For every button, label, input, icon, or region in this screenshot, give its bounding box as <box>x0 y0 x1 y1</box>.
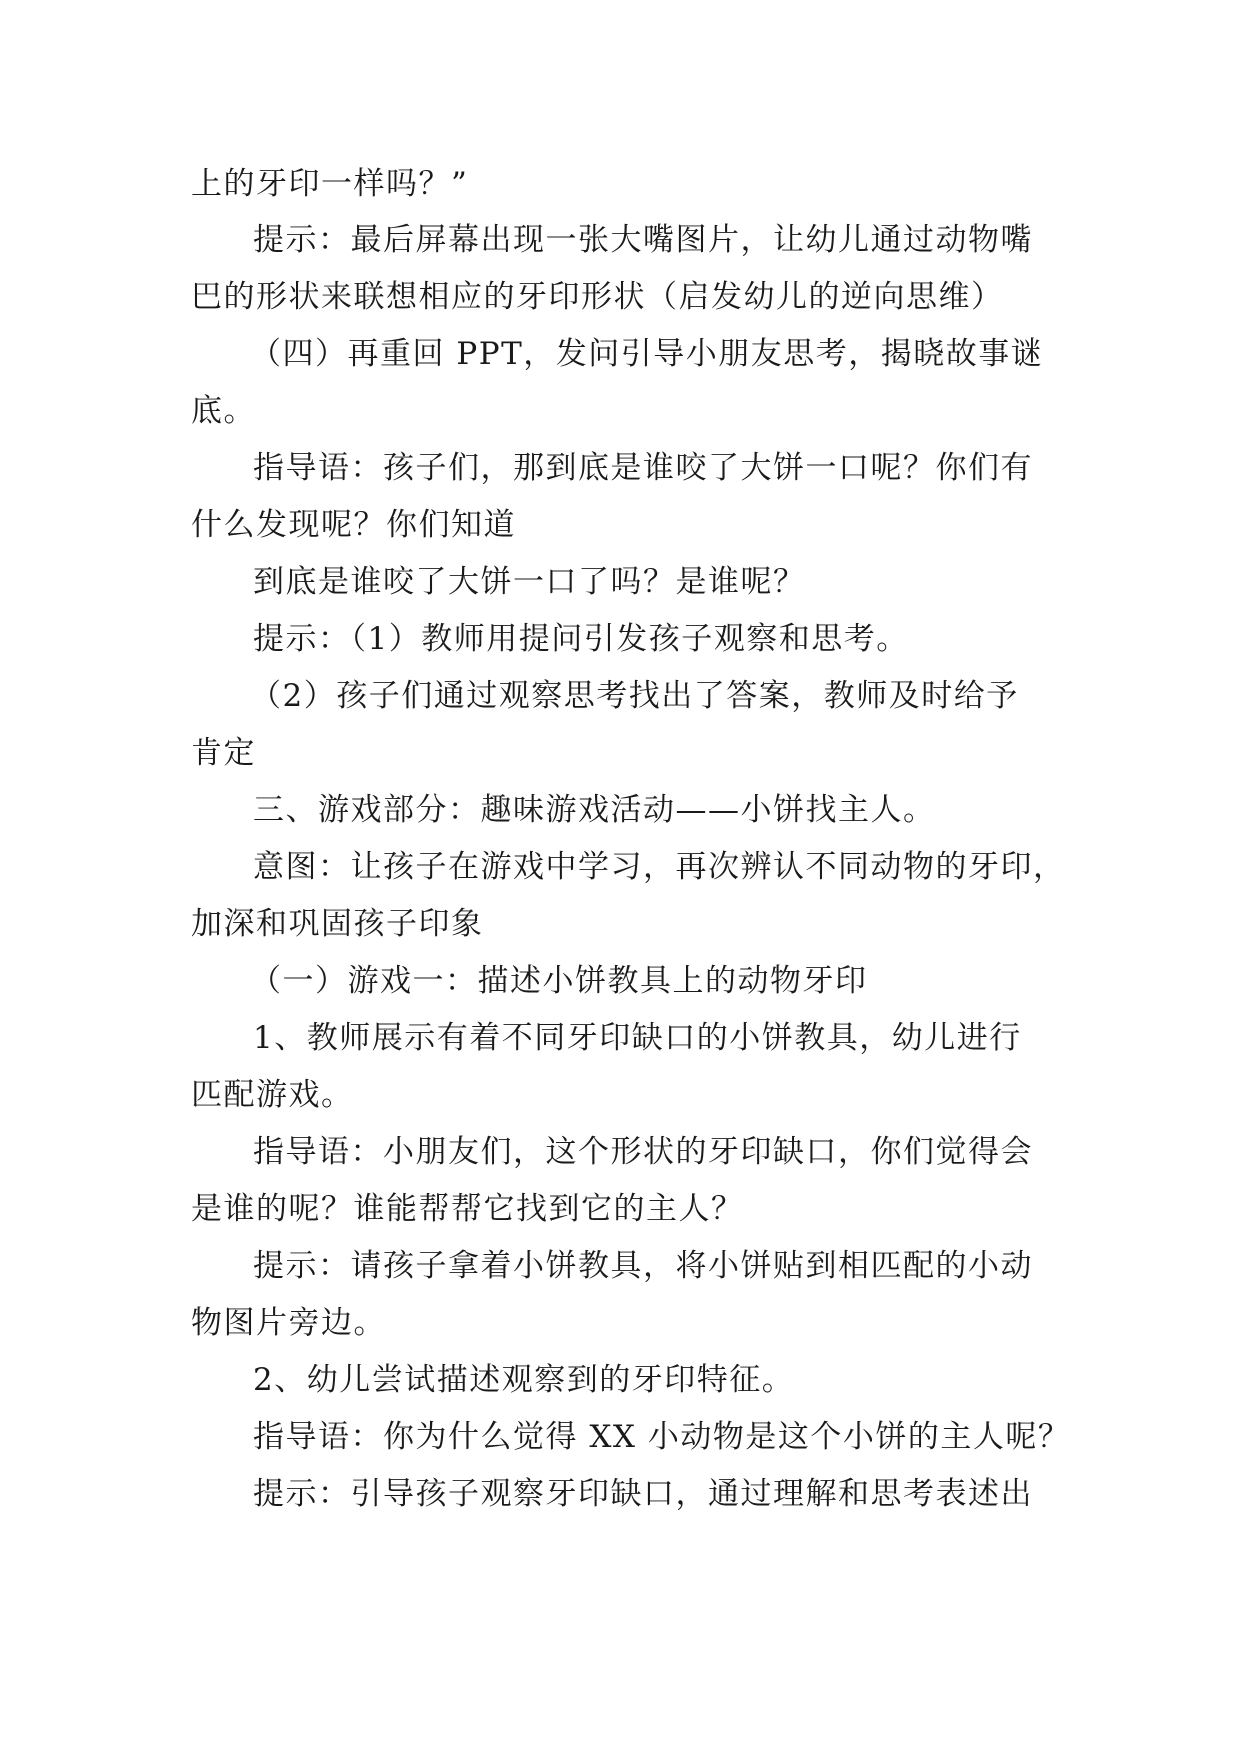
text-line: 底。 <box>191 393 256 429</box>
text-line: 到底是谁咬了大饼一口了吗？是谁呢？ <box>253 564 806 600</box>
text-line: 1、教师展示有着不同牙印缺口的小饼教具，幼儿进行 <box>253 1020 1022 1056</box>
text-line: 是谁的呢？谁能帮帮它找到它的主人？ <box>191 1191 744 1227</box>
text-line: 指导语：孩子们，那到底是谁咬了大饼一口呢？你们有 <box>253 450 1033 486</box>
text-line: 肯定 <box>191 735 256 771</box>
text-line: 意图：让孩子在游戏中学习，再次辨认不同动物的牙印， <box>253 849 1066 885</box>
text-line: 指导语：小朋友们，这个形状的牙印缺口，你们觉得会 <box>253 1134 1033 1170</box>
text-line: 物图片旁边。 <box>191 1305 386 1341</box>
text-line: 提示：引导孩子观察牙印缺口，通过理解和思考表述出 <box>253 1476 1033 1512</box>
text-line: （四）再重回 PPT，发问引导小朋友思考，揭晓故事谜 <box>250 336 1044 372</box>
text-line: 上的牙印一样吗？” <box>191 166 469 202</box>
text-line: 提示：最后屏幕出现一张大嘴图片，让幼儿通过动物嘴 <box>253 222 1033 258</box>
text-line: 指导语：你为什么觉得 XX 小动物是这个小饼的主人呢？ <box>253 1419 1071 1455</box>
text-line: 匹配游戏。 <box>191 1077 354 1113</box>
text-line: 什么发现呢？你们知道 <box>191 507 516 543</box>
text-line: 2、幼儿尝试描述观察到的牙印特征。 <box>253 1362 795 1398</box>
text-line: （2）孩子们通过观察思考找出了答案，教师及时给予 <box>250 678 1019 714</box>
text-line: 提示：请孩子拿着小饼教具，将小饼贴到相匹配的小动 <box>253 1248 1033 1284</box>
text-line: 提示：（1）教师用提问引发孩子观察和思考。 <box>253 621 909 657</box>
text-line: （一）游戏一：描述小饼教具上的动物牙印 <box>250 963 868 999</box>
text-line: 巴的形状来联想相应的牙印形状（启发幼儿的逆向思维） <box>191 279 1004 315</box>
text-line: 三、游戏部分：趣味游戏活动——小饼找主人。 <box>253 792 936 828</box>
text-line: 加深和巩固孩子印象 <box>191 906 484 942</box>
